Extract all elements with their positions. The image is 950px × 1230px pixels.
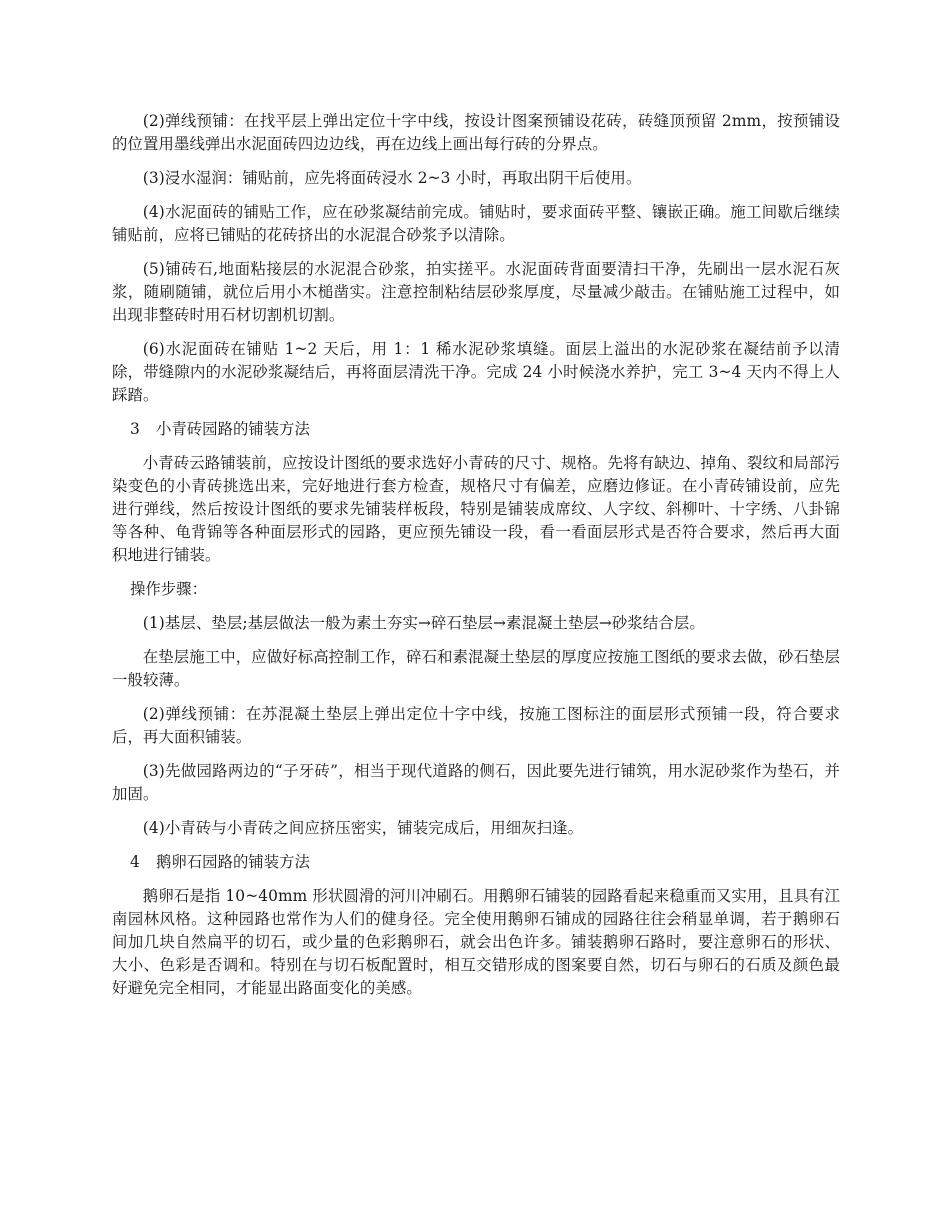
paragraph-step-5-paving: (5)铺砖石,地面粘接层的水泥混合砂浆，拍实搓平。水泥面砖背面要清扫干净，先刷出一层水泥石灰浆，随刷随铺，就位后用小木槌凿实。注意控制粘结层砂浆厚度，尽量减少敲击。在铺贴施工过程中，如出现非整砖时用石材切割机切割。 [112, 260, 840, 324]
section-number: 3 [130, 420, 140, 438]
section-heading-4 [112, 851, 840, 874]
section-number: 4 [130, 853, 140, 871]
section-title: 鹅卵石园路的铺装方法 [156, 853, 310, 871]
paragraph-brick-step-4: (4)小青砖与小青砖之间应挤压密实，铺装完成后，用细灰扫逢。 [142, 819, 584, 837]
steps-label: 操作步骤： [130, 580, 207, 598]
paragraph-brick-intro: 小青砖云路铺装前，应按设计图纸的要求选好小青砖的尺寸、规格。先将有缺边、掉角、裂纹和局部污染变色的小青砖挑选出来，完好地进行套方检查，规格尺寸有偏差，应磨边修证。在小青砖铺设前，应先进行弹线，然后按设计图纸的要求先铺装样板段，特别是铺装成席纹、人字纹、斜柳叶、十字绣、八卦锦等各种、龟背锦等各种面层形式的园路，更应预先铺设一段，看一看面层形式是否符合要求，然后再大面积地进行铺装。 [112, 454, 840, 564]
paragraph-pebble-intro: 鹅卵石是指 10~40mm 形状圆滑的河川冲刷石。用鹅卵石铺装的园路看起来稳重而又实用，且具有江南园林风格。这种园路也常作为人们的健身径。完全使用鹅卵石铺成的园路往往会稍显单调，若于鹅卵石间加几块自然扁平的切石，或少量的色彩鹅卵石，就会出色许多。铺装鹅卵石路时，要注意卵石的形状、大小、色彩是否调和。特别在与切石板配置时，相互交错形成的图案要自然，切石与卵石的石质及颜色最好避免完全相同，才能显出路面变化的美感。 [112, 887, 840, 997]
paragraph-step-2-snapline: (2)弹线预铺：在找平层上弹出定位十字中线，按设计图案预铺设花砖，砖缝顶预留 2mm，按预铺设的位置用墨线弹出水泥面砖四边边线，再在边线上画出每行砖的分界点。 [112, 112, 840, 153]
paragraph-brick-step-1: (1)基层、垫层;基层做法一般为素土夯实→碎石垫层→素混凝土垫层→砂浆结合层。 [142, 614, 705, 632]
paragraph-brick-step-2: (2)弹线预铺：在苏混凝土垫层上弹出定位十字中线，按施工图标注的面层形式预铺一段，符合要求后，再大面积铺装。 [112, 705, 840, 746]
paragraph-brick-base-note: 在垫层施工中，应做好标高控制工作，碎石和素混凝土垫层的厚度应按施工图纸的要求去做，砂石垫层一般较薄。 [112, 648, 840, 689]
paragraph-step-6-grouting: (6)水泥面砖在铺贴 1~2 天后，用 1：1 稀水泥砂浆填缝。面层上溢出的水泥砂浆在凝结前予以清除，带缝隙内的水泥砂浆凝结后，再将面层清洗干净。完成 24 小时候浇水养护，完工 3~4 天内不得上人踩踏。 [112, 340, 840, 404]
paragraph-step-4-laying: (4)水泥面砖的铺贴工作，应在砂浆凝结前完成。铺贴时，要求面砖平整、镶嵌正确。施工间歇后继续铺贴前，应将已铺贴的花砖挤出的水泥混合砂浆予以清除。 [112, 203, 840, 244]
section-heading-3 [112, 418, 840, 441]
paragraph-step-3-soak: (3)浸水湿润：铺贴前，应先将面砖浸水 2~3 小时，再取出阴干后使用。 [142, 169, 642, 187]
section-title: 小青砖园路的铺装方法 [156, 420, 310, 438]
document-body [112, 110, 840, 1011]
paragraph-brick-step-3: (3)先做园路两边的“子牙砖”，相当于现代道路的侧石，因此要先进行铺筑，用水泥砂浆作为垫石，并加固。 [112, 762, 840, 803]
